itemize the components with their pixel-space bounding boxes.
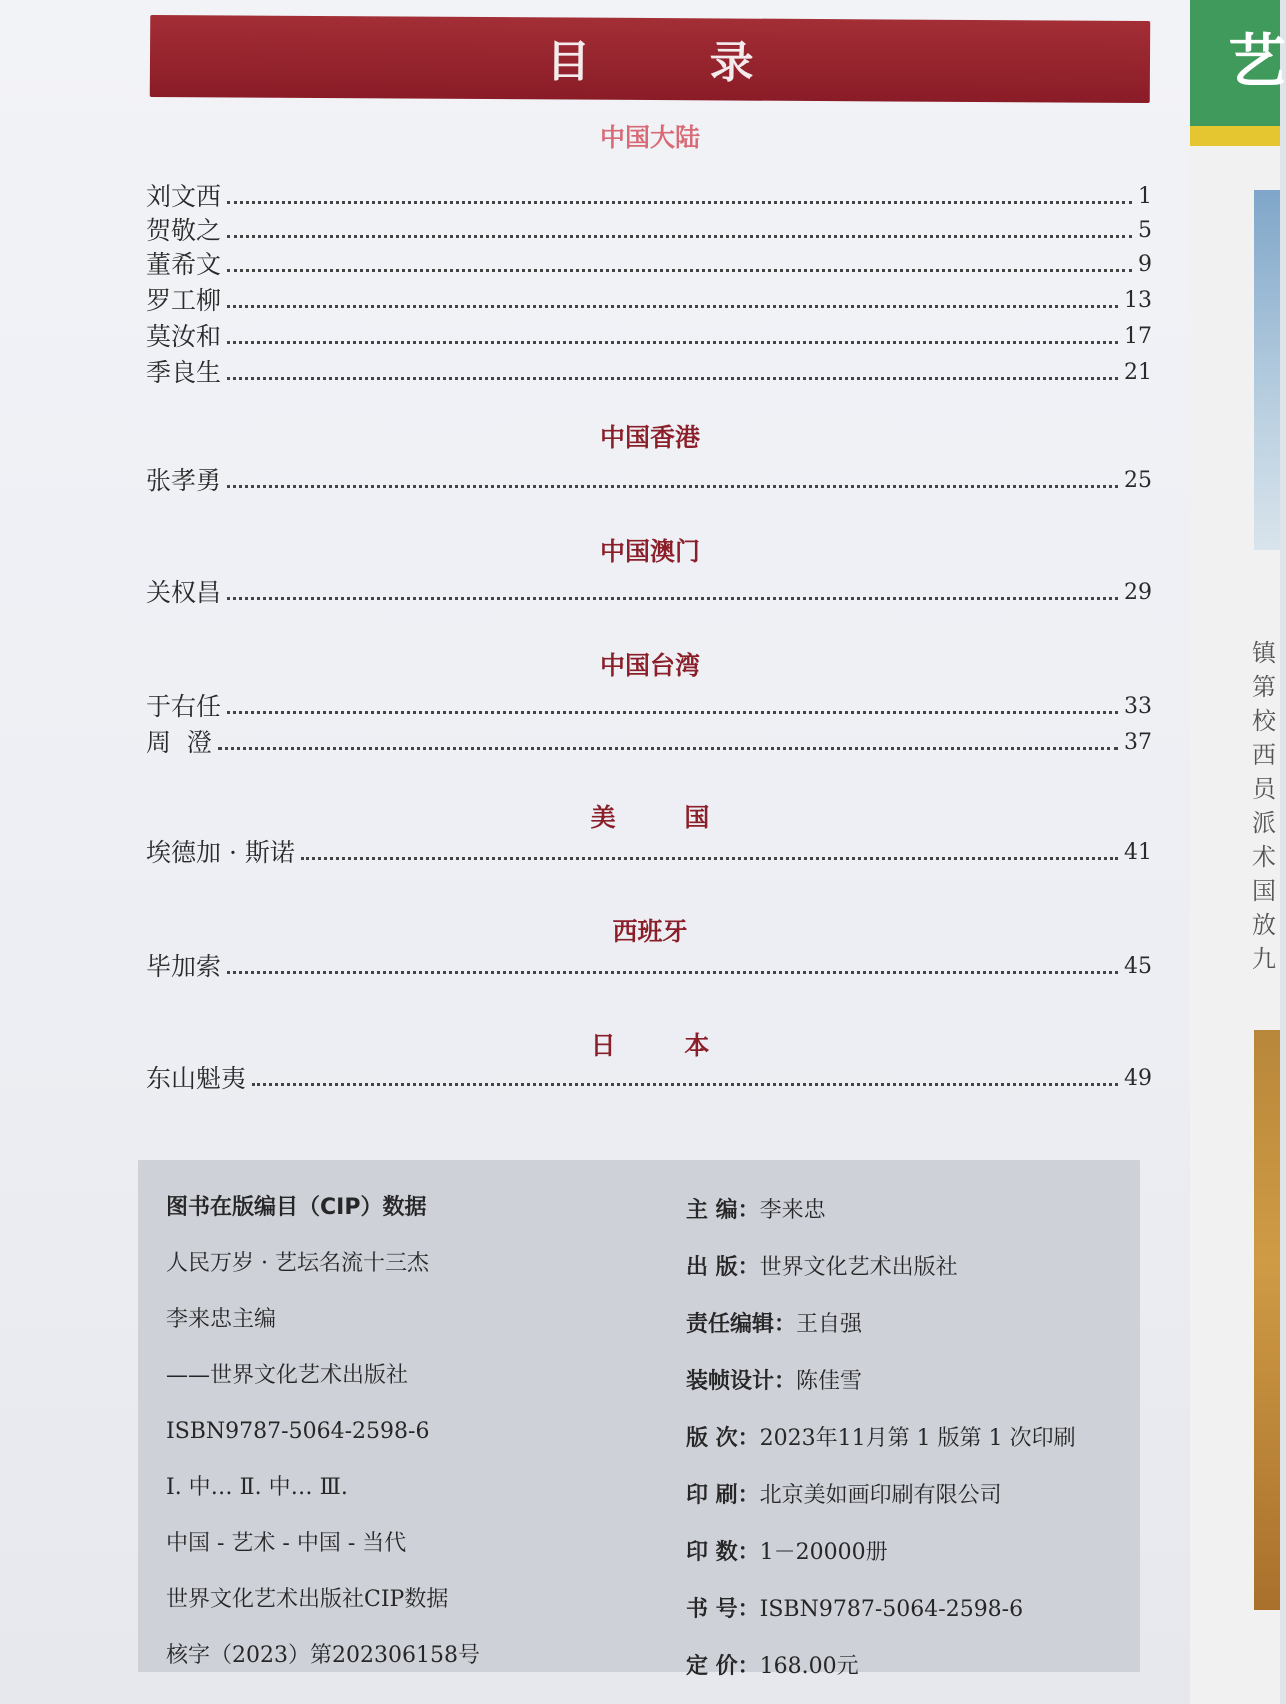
pub-row	[686, 1410, 1126, 1467]
leader-dots	[227, 341, 1118, 344]
pub-value: 168.00元	[759, 1654, 859, 1679]
pub-label: 印 数：	[686, 1540, 760, 1565]
pub-row	[686, 1638, 1126, 1695]
cip-line: 李来忠主编	[166, 1307, 277, 1332]
cip-line: 世界文化艺术出版社CIP数据	[166, 1587, 449, 1612]
entry-page: 45	[1124, 954, 1152, 979]
leader-dots	[227, 711, 1118, 714]
adjacent-char: 放	[1252, 911, 1276, 939]
toc-entry[interactable]	[146, 282, 1152, 316]
leader-dots	[227, 377, 1118, 380]
entry-page: 29	[1124, 580, 1152, 605]
entry-page: 5	[1138, 218, 1152, 243]
entry-name: 罗工柳	[146, 286, 222, 315]
adjacent-char: 术	[1252, 843, 1276, 871]
leader-dots	[227, 269, 1132, 272]
pub-row	[686, 1239, 1126, 1296]
pub-value: 世界文化艺术出版社	[759, 1255, 958, 1280]
leader-dots	[227, 201, 1132, 204]
adjacent-char: 西	[1252, 741, 1276, 769]
pub-row	[686, 1353, 1126, 1410]
toc-entry[interactable]	[146, 574, 1152, 608]
leader-dots	[252, 1083, 1118, 1086]
pub-value: 1－20000册	[759, 1540, 888, 1565]
pub-label: 印 刷：	[686, 1483, 760, 1508]
entry-name: 董希文	[146, 250, 222, 279]
adjacent-photo	[1254, 1030, 1280, 1610]
entry-name: 贺敬之	[146, 216, 222, 245]
imprint-box	[138, 1160, 1140, 1679]
cip-line: ——世界文化艺术出版社	[166, 1363, 409, 1388]
leader-dots	[227, 485, 1118, 488]
cip-line: 中国 - 艺术 - 中国 - 当代	[166, 1531, 407, 1556]
leader-dots	[227, 305, 1118, 308]
adjacent-accent-line	[1190, 126, 1280, 146]
toc-entry[interactable]	[146, 948, 1152, 982]
publication-info	[686, 1182, 1126, 1695]
toc-entry[interactable]	[146, 178, 1152, 212]
pub-label: 版 次：	[686, 1426, 760, 1451]
entry-page: 1	[1138, 184, 1152, 209]
pub-value: 北京美如画印刷有限公司	[759, 1483, 1002, 1508]
entry-page: 25	[1124, 468, 1152, 493]
pub-label: 出 版：	[686, 1255, 760, 1280]
leader-dots	[227, 597, 1118, 600]
toc-entry[interactable]	[146, 462, 1152, 496]
entry-name: 于右任	[146, 692, 222, 721]
entry-name: 周 澄	[146, 728, 212, 757]
pub-row	[686, 1296, 1126, 1353]
entry-name: 季良生	[146, 358, 222, 387]
entry-page: 17	[1124, 324, 1152, 349]
page-title: 目 录	[546, 36, 806, 89]
entry-page: 33	[1124, 694, 1152, 719]
toc-entry[interactable]	[146, 724, 1152, 758]
adjacent-char: 校	[1252, 707, 1276, 735]
section-heading: 中国香港	[599, 423, 700, 452]
leader-dots	[301, 857, 1118, 860]
entry-name: 毕加索	[146, 952, 222, 981]
cip-line: 核字（2023）第202306158号	[166, 1643, 480, 1668]
section-heading: 日 本	[590, 1031, 740, 1060]
section-heading: 中国大陆	[599, 123, 700, 152]
pub-value: 2023年11月第 1 版第 1 次印刷	[759, 1426, 1076, 1451]
adjacent-char: 国	[1252, 877, 1276, 905]
pub-row	[686, 1581, 1126, 1638]
adjacent-char: 镇	[1252, 639, 1276, 667]
toc-entry[interactable]	[146, 688, 1152, 722]
leader-dots	[218, 747, 1118, 750]
entry-page: 21	[1124, 360, 1152, 385]
adjacent-header-char: 艺	[1228, 27, 1286, 95]
pub-value: ISBN9787-5064-2598-6	[759, 1597, 1024, 1622]
adjacent-photo	[1254, 190, 1280, 550]
toc-entry[interactable]	[146, 246, 1152, 280]
entry-page: 41	[1124, 840, 1152, 865]
entry-name: 张孝勇	[146, 466, 222, 495]
entry-page: 37	[1124, 730, 1152, 755]
pub-row	[686, 1467, 1126, 1524]
toc-entry[interactable]	[146, 834, 1152, 868]
adjacent-page	[1190, 0, 1286, 1704]
section-heading: 中国台湾	[599, 651, 700, 680]
pub-label: 主 编：	[686, 1198, 760, 1223]
adjacent-char: 第	[1252, 673, 1276, 701]
toc-entry[interactable]	[146, 1060, 1152, 1094]
toc-entry[interactable]	[146, 318, 1152, 352]
entry-page: 13	[1124, 288, 1152, 313]
cip-heading: 图书在版编目（CIP）数据	[166, 1195, 427, 1220]
section-heading: 中国澳门	[599, 537, 700, 566]
adjacent-text-column	[1252, 636, 1280, 976]
toc-entry[interactable]	[146, 212, 1152, 246]
pub-label: 责任编辑：	[686, 1312, 797, 1337]
leader-dots	[227, 971, 1118, 974]
adjacent-header-band	[1190, 0, 1286, 126]
pub-value: 陈佳雪	[796, 1369, 863, 1394]
cip-line: 人民万岁 · 艺坛名流十三杰	[166, 1251, 429, 1276]
section-heading: 美 国	[590, 803, 740, 832]
entry-name: 莫汝和	[146, 322, 222, 351]
entry-name: 刘文西	[146, 182, 222, 211]
leader-dots	[227, 235, 1132, 238]
entry-name: 关权昌	[146, 578, 222, 607]
entry-name: 埃德加 · 斯诺	[146, 838, 295, 867]
entry-page: 9	[1138, 252, 1152, 277]
entry-name: 东山魁夷	[146, 1064, 247, 1093]
entry-page: 49	[1124, 1066, 1152, 1091]
pub-value: 王自强	[796, 1312, 863, 1337]
pub-label: 装帧设计：	[686, 1369, 797, 1394]
pub-row	[686, 1182, 1126, 1239]
adjacent-char: 九	[1252, 945, 1276, 973]
section-heading: 西班牙	[612, 917, 688, 946]
toc-entry[interactable]	[146, 354, 1152, 388]
cip-data	[166, 1180, 606, 1684]
pub-row	[686, 1524, 1126, 1581]
pub-value: 李来忠	[759, 1198, 826, 1223]
pub-label: 书 号：	[686, 1597, 760, 1622]
cip-line: Ⅰ. 中… Ⅱ. 中… Ⅲ.	[166, 1475, 348, 1500]
adjacent-char: 员	[1252, 775, 1276, 803]
pub-label: 定 价：	[686, 1654, 760, 1679]
adjacent-char: 派	[1252, 809, 1276, 837]
cip-line: ISBN9787-5064-2598-6	[166, 1419, 430, 1444]
